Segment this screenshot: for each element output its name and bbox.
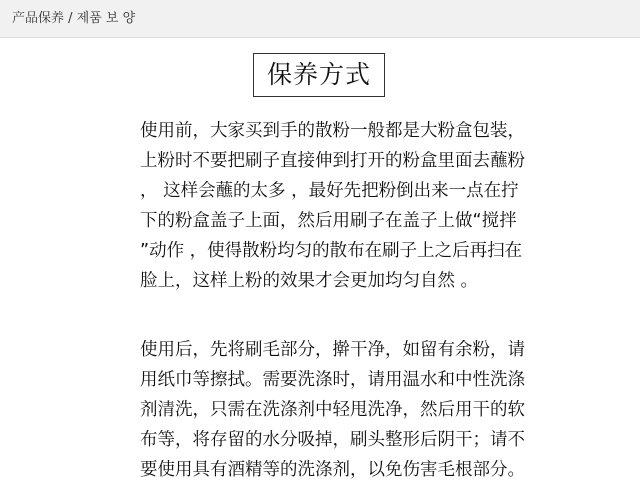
- header-bar: [0, 0, 640, 38]
- usage-after-paragraph: [140, 335, 550, 485]
- paragraph-line: ， 这样会蘸的太多 ，最好先把粉倒出来一点在拧: [140, 181, 519, 201]
- paragraph-line: 剂清洗，只需在洗涤剂中轻甩洗净，然后用干的软: [140, 400, 525, 420]
- paragraph-line: 布等，将存留的水分吸掉，刷头整形后阴干；请不: [140, 430, 525, 450]
- paragraph-line: 要使用具有酒精等的洗涤剂，以免伤害毛根部分。: [140, 460, 525, 480]
- section-title: 保养方式: [266, 60, 371, 89]
- breadcrumb[interactable]: 产品保养 / 제품 보 양: [12, 11, 136, 26]
- paragraph-line: 使用前，大家买到手的散粉一般都是大粉盒包装，: [140, 121, 525, 141]
- paragraph-line: 上粉时不要把刷子直接伸到打开的粉盒里面去蘸粉: [140, 151, 525, 171]
- usage-before-paragraph: [140, 116, 550, 296]
- paragraph-line: 用纸巾等擦拭。需要洗涤时，请用温水和中性洗涤: [140, 370, 525, 390]
- paragraph-line: 下的粉盒盖子上面，然后用刷子在盖子上做“搅拌: [140, 211, 517, 231]
- paragraph-line: ”动作 ，使得散粉均匀的散布在刷子上之后再扫在: [140, 241, 523, 261]
- paragraph-line: 使用后，先将刷毛部分，擀干净，如留有余粉，请: [140, 340, 525, 360]
- section-title-box: [253, 53, 385, 97]
- paragraph-line: 脸上，这样上粉的效果才会更加均匀自然 。: [140, 271, 479, 291]
